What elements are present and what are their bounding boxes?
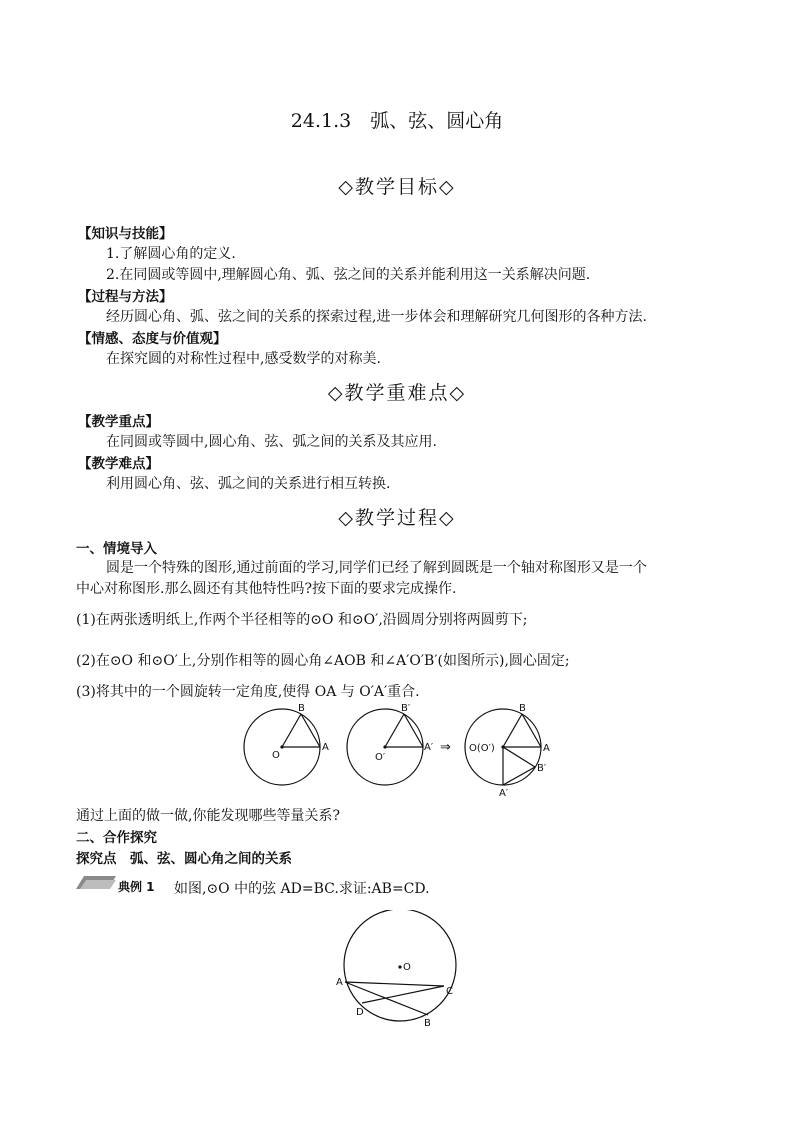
process-text: 经历圆心角、弧、弦之间的关系的探索过程,进一步体会和理解研究几何图形的各种方法.	[106, 309, 647, 325]
part2-heading: 二、合作探究	[76, 830, 157, 846]
center-dot-o	[280, 745, 283, 748]
difficult-heading: 【教学难点】	[78, 456, 159, 472]
step-3: (3)将其中的一个圆旋转一定角度,使得 OA 与 O′A′重合.	[76, 684, 420, 700]
arrow-icon: ⇒	[440, 740, 451, 755]
label-fig2-o: O	[403, 962, 411, 973]
center-dot-o-prime	[383, 745, 386, 748]
intro-line-2: 中心对称图形.那么圆还有其他特性吗?按下面的要求完成操作.	[76, 581, 457, 597]
section-heading-key-points: ◇教学重难点◇	[327, 382, 467, 404]
knowledge-heading: 【知识与技能】	[78, 226, 173, 242]
key-text: 在同圆或等圆中,圆心角、弦、弧之间的关系及其应用.	[106, 434, 437, 450]
label-c3-a-prime: A′	[499, 788, 509, 799]
radius-o-b-prime	[385, 714, 404, 747]
chord-a-b-prime-3	[503, 767, 535, 785]
chord-ac-fig2	[345, 982, 444, 986]
emotion-text: 在探究圆的对称性过程中,感受数学的对称美.	[106, 351, 381, 367]
question-text: 通过上面的做一做,你能发现哪些等量关系?	[76, 808, 340, 824]
label-fig2-d: D	[356, 1007, 364, 1018]
explore-heading: 探究点 弧、弦、圆心角之间的关系	[76, 851, 292, 867]
section-heading-objectives: ◇教学目标◇	[338, 176, 456, 198]
label-c3-a: A	[543, 743, 550, 754]
step-2: (2)在⊙O 和⊙O′上,分别作相等的圆心角∠AOB 和∠A′O′B′(如图所示),圆心固定;	[76, 653, 570, 669]
label-c2-a: A′	[424, 742, 434, 753]
example-text: 如图,⊙O 中的弦 AD=BC.求证:AB=CD.	[174, 881, 430, 897]
label-c3-b-prime: B′	[537, 763, 547, 774]
knowledge-item-1: 1.了解圆心角的定义.	[106, 246, 236, 262]
label-c1-o: O	[272, 750, 280, 761]
radius-ob-prime-3	[503, 747, 535, 767]
chord-ab-3	[522, 714, 541, 747]
example-label: 典例 1	[118, 880, 155, 894]
label-c3-b: B	[519, 703, 526, 714]
label-fig2-b: B	[424, 1018, 431, 1029]
label-fig2-a: A	[336, 977, 343, 988]
label-c1-b: B	[298, 703, 305, 714]
chord-dc-fig2	[362, 986, 444, 1003]
label-c2-o: O′	[375, 752, 386, 763]
label-fig2-c: C	[446, 986, 453, 997]
chord-ab	[301, 714, 320, 747]
chord-a-b-prime	[404, 714, 423, 747]
page-title: 24.1.3 弧、弦、圆心角	[290, 110, 504, 132]
figure-chords	[330, 910, 470, 1030]
emotion-heading: 【情感、态度与价值观】	[78, 331, 227, 347]
radius-ob-3	[503, 714, 522, 747]
difficult-text: 利用圆心角、弦、弧之间的关系进行相互转换.	[106, 476, 391, 492]
example-banner-icon	[76, 874, 116, 890]
part1-heading: 一、情境导入	[76, 541, 157, 557]
label-c2-b: B′	[401, 703, 411, 714]
label-c3-o: O(O′)	[469, 743, 495, 754]
intro-line-1: 圆是一个特殊的图形,通过前面的学习,同学们已经了解到圆既是一个轴对称图形又是一个	[106, 560, 647, 576]
center-dot-fig2	[398, 965, 401, 968]
process-heading: 【过程与方法】	[78, 289, 173, 305]
section-heading-process: ◇教学过程◇	[338, 507, 456, 529]
radius-ob	[282, 714, 301, 747]
knowledge-item-2: 2.在同圆或等圆中,理解圆心角、弧、弦之间的关系并能利用这一关系解决问题.	[106, 267, 591, 283]
label-c1-a: A	[322, 742, 329, 753]
center-dot-overlapped	[501, 745, 504, 748]
step-1: (1)在两张透明纸上,作两个半径相等的⊙O 和⊙O′,沿圆周分别将两圆剪下;	[76, 612, 528, 628]
figure-rotating-circles	[235, 700, 565, 800]
key-heading: 【教学重点】	[78, 414, 159, 430]
